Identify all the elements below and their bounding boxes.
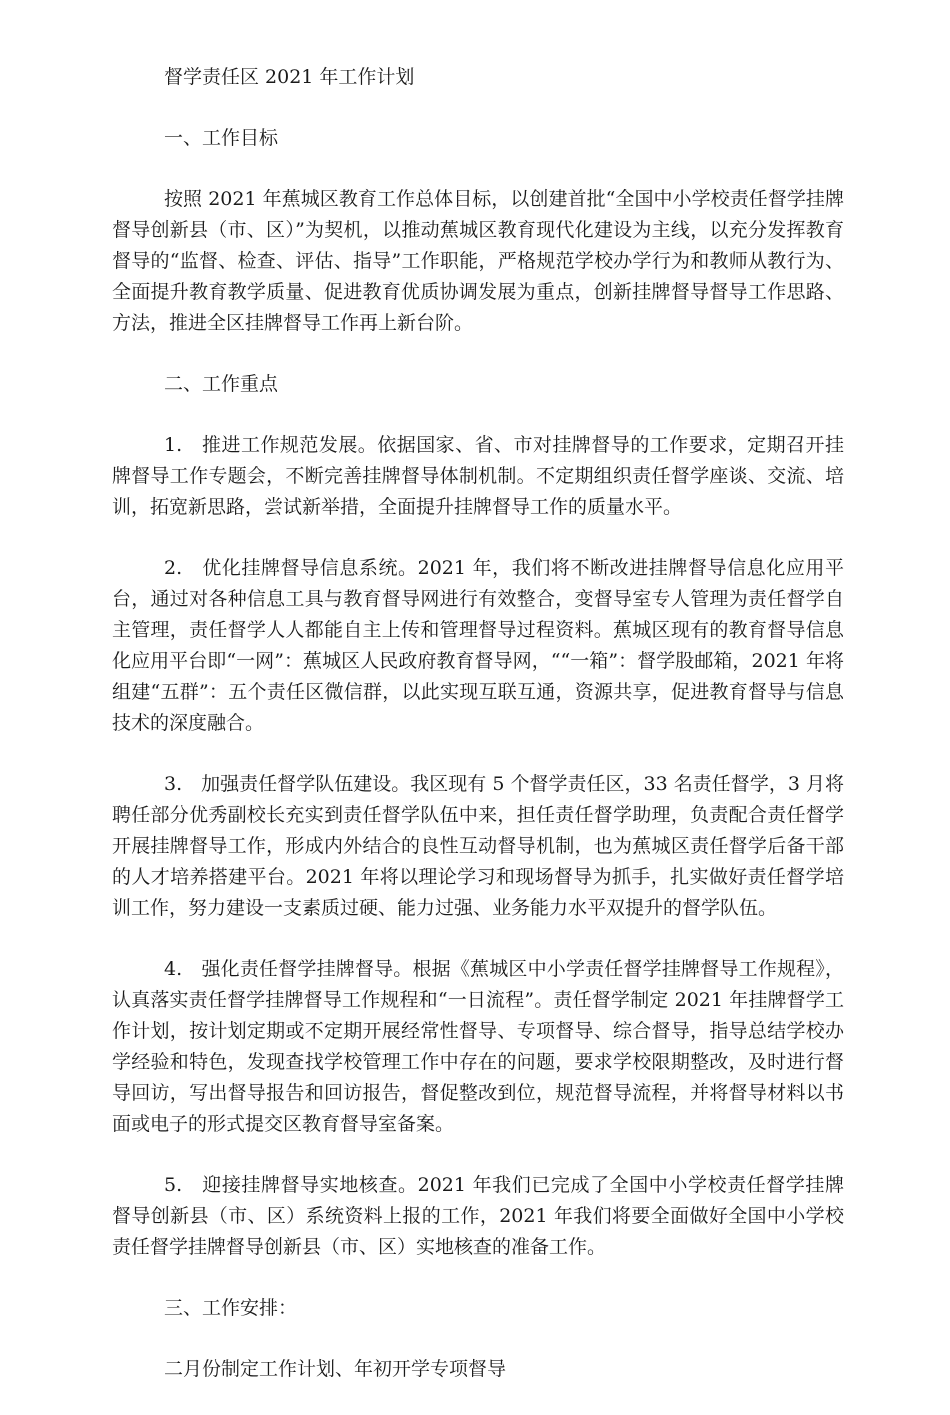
focus-item-5: 5. 迎接挂牌督导实地核查。2021 年我们已完成了全国中小学校责任督学挂牌督导创新县（市、区）系统资料上报的工作，2021 年我们将要全面做好全国中小学校责任督学挂牌督导创新县（市、区）实地核查的准备工作。: [112, 1174, 844, 1258]
section-body-goals: 按照 2021 年蕉城区教育工作总体目标，以创建首批“全国中小学校责任督学挂牌督导创新县（市、区）”为契机，以推动蕉城区教育现代化建设为主线，以充分发挥教育督导的“监督、检查、评估、指导”工作职能，严格规范学校办学行为和教师从教行为、全面提升教育教学质量、促进教育优质协调发展为重点，创新挂牌督导督导工作思路、方法，推进全区挂牌督导工作再上新台阶。: [112, 188, 844, 334]
focus-item-4: 4. 强化责任督学挂牌督导。根据《蕉城区中小学责任督学挂牌督导工作规程》，认真落实责任督学挂牌督导工作规程和“一日流程”。责任督学制定 2021 年挂牌督学工作计划，按计划定期或不定期开展经常性督导、专项督导、综合督导，指导总结学校办学经验和特色，发现查找学校管理工作中存在的问题，要求学校限期整改，及时进行督导回访，写出督导报告和回访报告，督促整改到位，规范督导流程，并将督导材料以书面或电子的形式提交区教育督导室备案。: [112, 958, 844, 1135]
focus-item-3: 3. 加强责任督学队伍建设。我区现有 5 个督学责任区，33 名责任督学，3 月将聘任部分优秀副校长充实到责任督学队伍中来，担任责任督学助理，负责配合责任督学开展挂牌督导工作，形成内外结合的良性互动督导机制，也为蕉城区责任督学后备干部的人才培养搭建平台。2021 年将以理论学习和现场督导为抓手，扎实做好责任督学培训工作，努力建设一支素质过硬、能力过强、业务能力水平双提升的督学队伍。: [112, 773, 844, 919]
focus-item-2: 2. 优化挂牌督导信息系统。2021 年，我们将不断改进挂牌督导信息化应用平台，通过对各种信息工具与教育督导网进行有效整合，变督导室专人管理为责任督学自主管理，责任督学人人都能自主上传和管理督导过程资料。蕉城区现有的教育督导信息化应用平台即“一网”：蕉城区人民政府教育督导网，““一箱”：督学股邮箱，2021 年将组建“五群”：五个责任区微信群，以此实现互联互通，资源共享，促进教育督导与信息技术的深度融合。: [112, 557, 844, 734]
section-heading-goals: 一、工作目标: [164, 127, 279, 149]
schedule-line: 二月份制定工作计划、年初开学专项督导: [164, 1358, 507, 1380]
document-body: [112, 62, 844, 1415]
focus-item-1: 1. 推进工作规范发展。依据国家、省、市对挂牌督导的工作要求，定期召开挂牌督导工作专题会，不断完善挂牌督导体制机制。不定期组织责任督学座谈、交流、培训，拓宽新思路，尝试新举措，全面提升挂牌督导工作的质量水平。: [112, 434, 844, 518]
section-heading-focus: 二、工作重点: [164, 373, 279, 395]
document-title: 督学责任区 2021 年工作计划: [164, 66, 415, 88]
section-heading-schedule: 三、工作安排：: [164, 1297, 298, 1319]
